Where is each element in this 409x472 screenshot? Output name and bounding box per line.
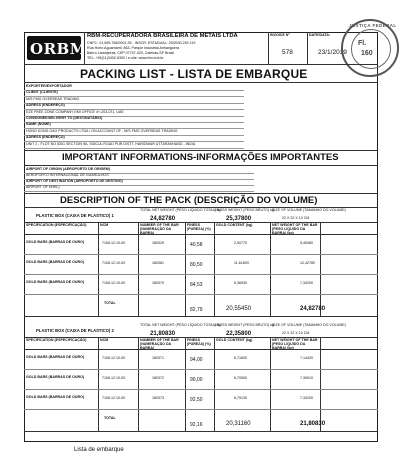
gold-content: 6,36530 [234, 281, 247, 285]
row-divider [24, 431, 378, 432]
company-phone: TEL: +55(11)3402-6300 / e-site: www.rbm.ind.br [87, 56, 164, 60]
company-address: Bairro Laranjeiras, CEP 07747-020, Caieiras-SP Brasil [87, 51, 174, 55]
size-value: 22 X 22 X 10 CM [282, 331, 310, 335]
row-divider [24, 122, 244, 123]
document-title: PACKING LIST - LISTA DE EMBARQUE [80, 67, 308, 81]
party-label: EXPORTER/EXPORTADOR [26, 84, 72, 88]
net-weight-value: 21,80830 [150, 331, 176, 337]
size-label: SIZE OF VOLUME (TAMANHO DO VOLUME) [272, 323, 346, 327]
important-line: AIRPORT OF ORIGIN (AEROPORTO DE ORIGEM) [26, 167, 110, 171]
size-label: SIZE OF VOLUME (TAMANHO DO VOLUME) [272, 208, 346, 212]
total-finess: 82,79 [190, 307, 203, 313]
column-header: NUMBER OF THE BAR (NUMERAÇÃO DA BARRA) [140, 223, 179, 235]
gold-content: 6,79130 [234, 396, 247, 400]
divider [84, 32, 85, 64]
date-value: 23/1/2019 [318, 49, 347, 56]
company-address: Rua Horto Aguamarril, 863, Parque Industrial Anhanguera [87, 46, 180, 50]
party-label: ADRESS (ENDEREÇO) [26, 103, 65, 108]
column-header: NUMBER OF THE BAR (NUMERAÇÃO DA BARRA) [140, 338, 179, 350]
party-value: UNIT 2 - FLOT NO 5301 SECTION 9A, SIDCUL ROAD PUR DISTT, HARIDWAR UTTARAKHAND - INDIA [26, 141, 196, 146]
row-divider [24, 294, 378, 295]
gross-weight-value: 25,37800 [226, 216, 252, 222]
party-label: ADRESS (ENDEREÇO) [26, 135, 65, 140]
bar-net-weight: 7,34200 [300, 281, 313, 285]
bar-spec: GOLD BARS (BARRAS DE OURO) [26, 395, 85, 399]
net-weight-value: 24,82780 [150, 216, 176, 222]
bar-number: 180373 [152, 396, 164, 400]
total-finess: 92,16 [190, 422, 203, 428]
column-divider [214, 337, 215, 431]
party-label: NAME (NOME) [26, 122, 51, 127]
bar-number: 180370 [152, 281, 164, 285]
company-cnpj: CNPJ.: 01.695.756/0001-35 - INSCR. ESTADUAL: 253/030.292.119 [87, 41, 196, 45]
column-header: NCM [100, 338, 109, 342]
bar-spec: GOLD BARS (BARRAS DE OURO) [26, 375, 85, 379]
column-header: NCM [100, 223, 109, 227]
row-divider [24, 274, 378, 275]
ncm-code: 7108.12.10-00 [102, 376, 126, 380]
footer-caption: Lista de embarque [74, 447, 124, 453]
total-gold: 20,55450 [226, 306, 252, 312]
company-name: RBM-RECUPERADORA BRASILEIRA DE METAIS LTDA [87, 33, 238, 39]
finess-value: 90,00 [190, 377, 203, 383]
bar-net-weight: 7,34200 [300, 396, 313, 400]
date-label: DATE/DATA: [309, 33, 331, 37]
column-divider [320, 337, 321, 431]
row-divider [24, 148, 244, 149]
column-divider [98, 222, 99, 316]
row-divider [24, 389, 378, 390]
column-divider [214, 222, 215, 316]
row-divider [24, 409, 378, 410]
gross-weight-value: 22,35800 [226, 331, 252, 337]
net-weight-label: TOTAL NET WEIGHT (PESO LÍQUIDO TOTAL) kg [140, 208, 221, 212]
finess-value: 94,00 [190, 357, 203, 363]
total-label: TOTAL [104, 416, 116, 420]
row-divider [24, 234, 378, 235]
bar-number: 180329 [152, 241, 164, 245]
ncm-code: 7108.12.10-00 [102, 241, 126, 245]
ncm-code: 7108.12.10-00 [102, 281, 126, 285]
finess-value: 84,53 [190, 282, 203, 288]
invoice-number: 578 [282, 49, 293, 56]
bar-number: 180372 [152, 376, 164, 380]
column-divider [185, 337, 186, 431]
bar-net-weight: 5,45480 [300, 241, 313, 245]
column-divider [185, 222, 186, 316]
gold-content: 11,61893 [234, 261, 249, 265]
size-value: 22 X 22 X 10 CM [282, 216, 310, 220]
total-net-weight: 24,82780 [300, 306, 326, 312]
row-divider [24, 369, 378, 370]
row-divider [24, 316, 378, 317]
column-divider [320, 222, 321, 316]
important-line: AIRPORT OF DESTINATION (AEROPORTO DE DESTINO) [26, 179, 123, 183]
important-line: AEROPORTO INTERNACIONAL DE GUARULHOS [26, 173, 109, 177]
column-divider [98, 337, 99, 431]
bar-net-weight: 12,42780 [300, 261, 315, 265]
column-divider [138, 222, 139, 316]
row-divider [24, 349, 378, 350]
gross-weight-label: GROSS WEIGHT (PESO BRUTO) kg [214, 208, 274, 212]
bar-net-weight: 7,14420 [300, 356, 313, 360]
column-header: FINESS (PUREZA) (%) [187, 223, 211, 231]
bar-spec: GOLD BARS (BARRAS DE OURO) [26, 280, 85, 284]
total-gold: 20,31160 [226, 421, 251, 427]
column-header: NET WEIGHT OF THE BAR (PESO LÍQUIDO DA BARRA) (kg) [272, 338, 318, 350]
divider [307, 32, 308, 64]
finess-value: 40,58 [190, 242, 203, 248]
important-line: AIRPORT OF DHEL) [26, 185, 60, 189]
ncm-code: 7108.12.10-00 [102, 261, 126, 265]
column-header: FINESS (PUREZA) (%) [187, 338, 211, 346]
gold-content: 6,70500 [234, 376, 247, 380]
row-divider [24, 254, 378, 255]
party-value: EZE FREE ZONE COMPANY EMI OFFICE 4+-203-071, UAE [26, 109, 124, 114]
total-label: TOTAL [104, 301, 116, 305]
column-header: GOLD CONTENT (kg) [216, 223, 253, 227]
column-header: SPECIFICATION (ESPECIFICAÇÃO) [26, 223, 87, 227]
box-name: PLASTIC BOX (CAIXA DE PLASTICO) 1 [36, 213, 114, 218]
divider [268, 32, 269, 64]
gold-content: 2,50770 [234, 241, 247, 245]
bar-spec: GOLD BARS (BARRAS DE OURO) [26, 260, 85, 264]
column-header: SPECIFICATION (ESPECIFICAÇÃO) [26, 338, 87, 342]
bar-spec: GOLD BARS (BARRAS DE OURO) [26, 355, 85, 359]
column-divider [270, 222, 271, 316]
bar-net-weight: 7,39910 [300, 376, 313, 380]
column-header: GOLD CONTENT (kg) [216, 338, 253, 342]
gross-weight-label: GROSS WEIGHT (PESO BRUTO) kg [214, 323, 274, 327]
party-value: HONG KONG GAO PRODUCTS LTDA / ON ACCOUNT OF - M/S FMG OVERSEAS TRADING [26, 128, 178, 133]
volume-title: DESCRIPTION OF THE PACK (DESCRIÇÃO DO VOLUME) [60, 195, 318, 206]
net-weight-label: TOTAL NET WEIGHT (PESO LÍQUIDO TOTAL) kg [140, 323, 221, 327]
ncm-code: 7108.12.10-00 [102, 396, 126, 400]
bar-number: 180371 [152, 356, 164, 360]
gold-content: 6,71600 [234, 356, 247, 360]
invoice-label: INVOICE N° [270, 33, 290, 37]
party-value: MIS FMG OVERSEAS TRADING [26, 96, 80, 101]
column-divider [138, 337, 139, 431]
column-header: NET WEIGHT OF THE BAR (PESO LÍQUIDO DA BARRA) (kg) [272, 223, 318, 235]
bar-number: 180361 [152, 261, 164, 265]
court-stamp: JUSTIÇA FEDERAL Fl. 160 [341, 19, 399, 77]
column-divider [270, 337, 271, 431]
total-net-weight: 21,80830 [300, 421, 326, 427]
party-label: CONSIGNEE/DELIVERY TO (DESTINATÁRIO) [26, 116, 103, 120]
company-logo: ORBM [27, 36, 81, 60]
bar-spec: GOLD BARS (BARRAS DE OURO) [26, 240, 85, 244]
important-title: IMPORTANT INFORMATIONS-INFORMAÇÕES IMPORTANTES [62, 152, 339, 163]
ncm-code: 7108.12.10-00 [102, 356, 126, 360]
box-name: PLASTIC BOX (CAIXA DE PLASTICO) 2 [36, 328, 114, 333]
finess-value: 80,50 [190, 262, 203, 268]
finess-value: 92,50 [190, 397, 203, 403]
row-divider [24, 191, 254, 192]
party-label: CLIENT (CLIENTE) [26, 90, 58, 95]
